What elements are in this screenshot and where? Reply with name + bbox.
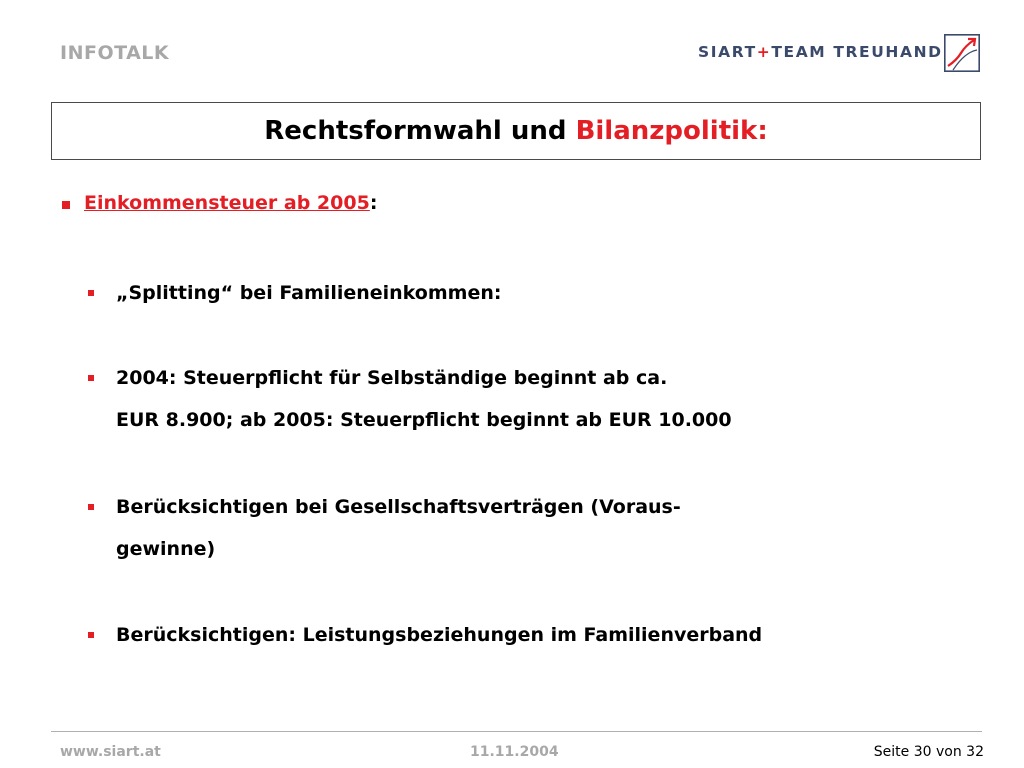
square-bullet-icon xyxy=(88,375,94,381)
logo-text xyxy=(698,43,943,61)
sub-bullet-2-line-2: EUR 8.900; ab 2005: Steuerpflicht beginnt ab EUR 10.000 xyxy=(116,409,732,431)
footer-divider xyxy=(51,731,982,732)
footer-url[interactable]: www.siart.at xyxy=(60,744,161,760)
sub-bullet-1-line-1: „Splitting“ bei Familieneinkommen: xyxy=(116,282,502,304)
sub-bullet-3-line-1: Berücksichtigen bei Gesellschaftsverträgen (Voraus- xyxy=(116,496,681,518)
title-accent: Bilanzpolitik: xyxy=(575,116,768,146)
square-bullet-icon xyxy=(88,504,94,510)
logo-text-siart: SIART xyxy=(698,43,757,61)
logo-text-team: TEAM TREUHAND xyxy=(771,43,943,61)
sub-bullet-2-line-1: 2004: Steuerpflicht für Selbständige beginnt ab ca. xyxy=(116,367,668,389)
page-number: Seite 30 von 32 xyxy=(873,744,984,760)
sub-bullet-3-line-2: gewinne) xyxy=(116,538,216,560)
footer-date: 11.11.2004 xyxy=(470,744,559,760)
square-bullet-icon xyxy=(88,632,94,638)
company-logo xyxy=(698,34,982,74)
page-title xyxy=(264,116,767,146)
square-bullet-icon xyxy=(62,201,70,209)
logo-plus: + xyxy=(756,43,772,61)
logo-arrow-icon xyxy=(944,34,980,72)
main-bullet-suffix: : xyxy=(369,192,378,214)
brand-label: INFOTALK xyxy=(60,42,170,64)
title-box xyxy=(51,102,981,160)
title-plain: Rechtsformwahl und xyxy=(264,116,576,146)
square-bullet-icon xyxy=(88,290,94,296)
main-bullet-link[interactable]: Einkommensteuer ab 2005 xyxy=(84,192,370,214)
sub-bullet-4-line-1: Berücksichtigen: Leistungsbeziehungen im Familienverband xyxy=(116,624,763,646)
main-bullet-text xyxy=(84,192,377,214)
